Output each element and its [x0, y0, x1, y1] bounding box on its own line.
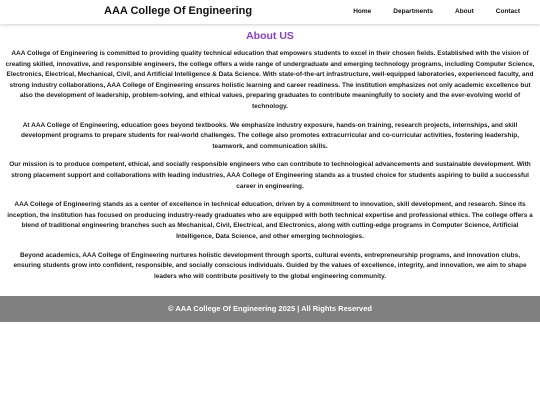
main-nav: [353, 8, 520, 15]
about-paragraph-2: At AAA College of Engineering, education goes beyond textbooks. We emphasize industry exposure, hands-on training, research projects, internships, and skill development programs to prepare students for real-world challenges. The college also promotes extracurricular and co-curricular activities, fostering leadership, teamwork, and communication skills.: [20, 121, 520, 150]
about-paragraph-3: Our mission is to produce competent, ethical, and socially responsible engineers who can contribute to technological advancements and sustainable development. With strong placement support and collaborations with leading industries, AAA College of Engineering stands as a trusted choice for students aspiring to build a successful career in engineering.: [9, 161, 531, 190]
site-brand[interactable]: AAA College Of Engineering: [104, 5, 253, 17]
about-paragraph-5: Beyond academics, AAA College of Engineering nurtures holistic development through sports, cultural events, entrepreneurship programs, and innovation clubs, ensuring students grow into confident, responsible, and socially conscious individuals. Guided by the values of excellence, integrity, and innovation, we aim to shape leaders who will contribute positively to the global engineering community.: [13, 251, 527, 280]
top-navbar: [0, 0, 540, 24]
about-paragraph-4: AAA College of Engineering stands as a center of excellence in technical education, driven by a commitment to innovation, skill development, and research. Since its inception, the institution has focused on producing industry-ready graduates who are equipped with both technical expertise and professional ethics. The college offers a blend of traditional engineering branches such as Mechanical, Civil, Electrical, and Electronics, along with cutting-edge programs in Computer Science, Artificial Intelligence, Data Science, and other emerging technologies.: [7, 201, 533, 240]
nav-link-contact[interactable]: Contact: [495, 8, 520, 15]
site-footer: [0, 296, 540, 322]
footer-copyright: © AAA College Of Engineering 2025 | All Rights Reserved: [168, 304, 372, 313]
nav-link-about[interactable]: About: [455, 8, 474, 15]
about-content: [0, 30, 540, 282]
page-title: About US: [246, 30, 294, 42]
nav-link-departments[interactable]: Departments: [393, 8, 434, 15]
nav-link-home[interactable]: Home: [353, 8, 372, 15]
about-paragraph-1: AAA College of Engineering is committed to providing quality technical education that empowers students to excel in their chosen fields. Established with the vision of creating skilled, innovative, and responsible engineers, the college offers a wide range of undergraduate and emerging technology programs, including Computer Science, Electronics, Electrical, Mechanical, Civil, and Artificial Intelligence & Data Science. With state-of-the-art infrastructure, well-equipped laboratories, experienced faculty, and strong industry collaborations, AAA College of Engineering ensures holistic learning and career readiness. The institution emphasizes not only academic excellence but also the development of leadership, problem-solving, and ethical values, preparing graduates to contribute meaningfully to society and the ever-evolving world of technology.: [5, 50, 535, 110]
